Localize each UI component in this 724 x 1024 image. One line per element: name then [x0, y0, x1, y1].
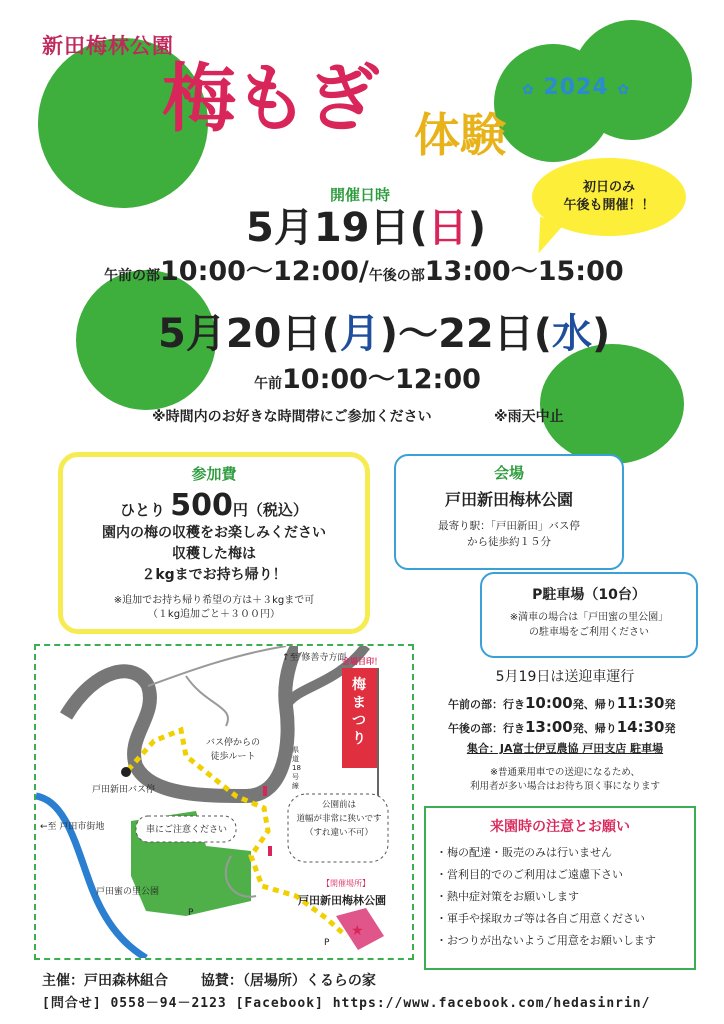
fee-amount: 500 [170, 488, 233, 523]
fee-unit: 円（税込） [232, 501, 308, 519]
access-map [34, 644, 414, 960]
post-marker [268, 846, 272, 856]
caution-heading: 来園時の注意とお願い [490, 819, 630, 835]
venue-box [394, 454, 624, 570]
shuttle-pm [430, 716, 700, 740]
post-marker [263, 786, 267, 796]
shuttle-time: 14:30 [616, 718, 665, 736]
shuttle-suffix: 発 [664, 722, 676, 735]
parking-icon: P [324, 938, 330, 948]
facebook-label: [Facebook] [235, 996, 324, 1011]
shuttle-time: 11:30 [616, 694, 665, 712]
narrow-line: 道幅が非常に狭いです [296, 814, 382, 824]
note-rain: ※雨天中止 [494, 409, 564, 425]
main-road [66, 646, 298, 796]
shuttle-info [430, 666, 700, 794]
contact-label: [問合せ] [42, 996, 102, 1011]
caution-item: ・梅の配達・販売のみは行いません [436, 846, 612, 859]
speech-bubble [532, 158, 686, 236]
footer-organizers [42, 970, 376, 990]
date-text: 5月19日 [246, 205, 410, 251]
shuttle-am [430, 692, 700, 716]
paren: ( [409, 205, 428, 251]
shuttle-time: 10:00 [525, 694, 573, 712]
year-text: 2024 [543, 75, 609, 100]
weekday: 日 [427, 205, 468, 251]
map-left-label: ←至 戸田市街地 [40, 822, 105, 832]
shuttle-time: 13:00 [525, 718, 573, 736]
fee-heading: 参加費 [191, 465, 237, 483]
time-day2 [254, 366, 481, 393]
map-venue-name: 戸田新田梅林公園 [298, 894, 386, 907]
parking-note [482, 610, 696, 640]
map-car-caution: 車にご注意ください [146, 825, 228, 835]
venue-heading: 会場 [493, 464, 524, 482]
pm-time: 13:00～15:00 [424, 256, 624, 287]
paren: ) [592, 311, 611, 357]
tilde: ～ [398, 311, 439, 357]
shuttle-note [430, 766, 700, 794]
venue-access-line: から徒歩約１５分 [467, 536, 551, 548]
map-road-label: 県道18号線 [292, 746, 301, 790]
note-free-time: ※時間内のお好きな時間帯にご参加ください [152, 409, 432, 425]
facebook-link[interactable]: https://www.facebook.com/hedasinrin/ [332, 996, 651, 1011]
date-day1 [246, 205, 487, 251]
flower-icon: ✿ [617, 82, 631, 98]
caution-item: ・軍手や採取カゴ等は各自ご用意ください [436, 912, 645, 925]
page-title: 梅もぎ [162, 56, 378, 142]
fee-line: ２kgまでお持ち帰り！ [141, 567, 287, 583]
shuttle-label: 午後の部：行き [448, 722, 525, 735]
fee-line: 収穫した梅は [172, 546, 256, 562]
shuttle-note-line: ※普通乗用車での送迎になるため、 [489, 767, 641, 778]
venue-access-line: 最寄り駅：「戸田新田」バス停 [438, 520, 580, 532]
shuttle-suffix: 発、帰り [572, 698, 617, 711]
fee-per-person: ひとり [120, 501, 166, 519]
fee-note [63, 594, 365, 622]
narrow-line: 公園前は [321, 800, 356, 810]
bubble-line: 午後も開催！！ [563, 198, 655, 213]
star-icon: ★ [351, 923, 364, 939]
fee-box [58, 452, 370, 634]
shuttle-label: 午前の部：行き [448, 698, 525, 711]
map-flag-text: 梅まつり [352, 677, 366, 747]
weekday: 月 [339, 311, 380, 357]
footer-cosponsor: 協賛：（居場所）くるらの家 [200, 973, 376, 989]
date-day2 [158, 311, 611, 357]
map-bus-stop: 戸田新田バス停 [92, 785, 156, 795]
fee-price [63, 488, 365, 523]
date-text: 22日 [438, 311, 534, 357]
map-top-label: ↑至 修善寺方面 [282, 653, 347, 663]
narrow-line: （すれ違い不可） [304, 828, 373, 838]
site-name: 新田梅林公園 [42, 34, 174, 58]
pm-label: 午後の部 [368, 268, 425, 284]
bubble-line: 初日のみ [582, 180, 635, 195]
parking-note-line: の駐車場をご利用ください [529, 627, 649, 638]
shuttle-suffix: 発、帰り [572, 722, 617, 735]
schedule-heading: 開催日時 [330, 186, 391, 204]
map-flag-note: 会場目印！ [342, 657, 382, 666]
parking-box [480, 572, 698, 658]
am-label: 午前の部 [104, 268, 160, 284]
flower-icon: ✿ [522, 82, 535, 98]
paren: ) [379, 311, 399, 357]
map-venue-tag: 【開催場所】 [322, 879, 370, 888]
am-label: 午前 [254, 376, 282, 392]
side-road [148, 646, 286, 686]
paren: ( [321, 311, 340, 357]
fee-note-line: （１kg追加ごと＋３００円） [147, 609, 281, 620]
parking-heading: P駐車場（10台） [532, 587, 646, 603]
venue-name: 戸田新田梅林公園 [444, 490, 573, 509]
walk-route-line: 徒歩ルート [210, 752, 256, 762]
fee-line: 園内の梅の収穫をお楽しみください [102, 525, 326, 541]
contact-phone: 0558－94－2123 [110, 996, 227, 1011]
caution-item: ・熱中症対策をお願いします [436, 890, 579, 903]
map-park-label: 戸田蜜の里公園 [96, 887, 160, 897]
parking-note-line: ※満車の場合は「戸田蜜の里公園」 [509, 612, 669, 623]
shuttle-suffix: 発 [664, 698, 676, 711]
caution-box [424, 806, 696, 970]
shuttle-meeting: 集合：JA富士伊豆農協 戸田支店 駐車場 [466, 742, 664, 755]
side-road [186, 676, 228, 726]
venue-access [396, 518, 622, 550]
map-walk-route [206, 736, 260, 764]
paren: ) [467, 205, 487, 251]
decor-circle [540, 344, 684, 464]
year-badge [522, 75, 630, 100]
fee-note-line: ※追加でお持ち帰り希望の方は＋３kgまで可 [113, 595, 315, 606]
shuttle-title: 5月19日は送迎車運行 [495, 669, 635, 685]
am-time: 10:00～12:00 [160, 256, 359, 287]
walk-route-line: バス停からの [206, 738, 261, 748]
caution-item: ・営利目的でのご利用はご遠慮下さい [436, 868, 623, 881]
am-time: 10:00～12:00 [282, 364, 481, 395]
time-day1 [104, 258, 624, 285]
time-separator: / [358, 256, 369, 287]
parking-icon: P [188, 908, 194, 918]
caution-item: ・おつりが出ないようご用意をお願いします [436, 934, 656, 947]
shuttle-note-line: 利用者が多い場合はお待ち頂く事になります [469, 781, 660, 792]
map-narrow-note [294, 798, 384, 840]
date-text: 5月20日 [158, 311, 322, 357]
footer-contact [42, 992, 650, 1011]
weekday: 水 [552, 311, 593, 357]
paren: ( [533, 311, 553, 357]
footer-host: 主催：戸田森林組合 [42, 973, 168, 989]
page-subtitle: 体験 [414, 108, 506, 162]
bus-stop-icon [121, 767, 131, 777]
